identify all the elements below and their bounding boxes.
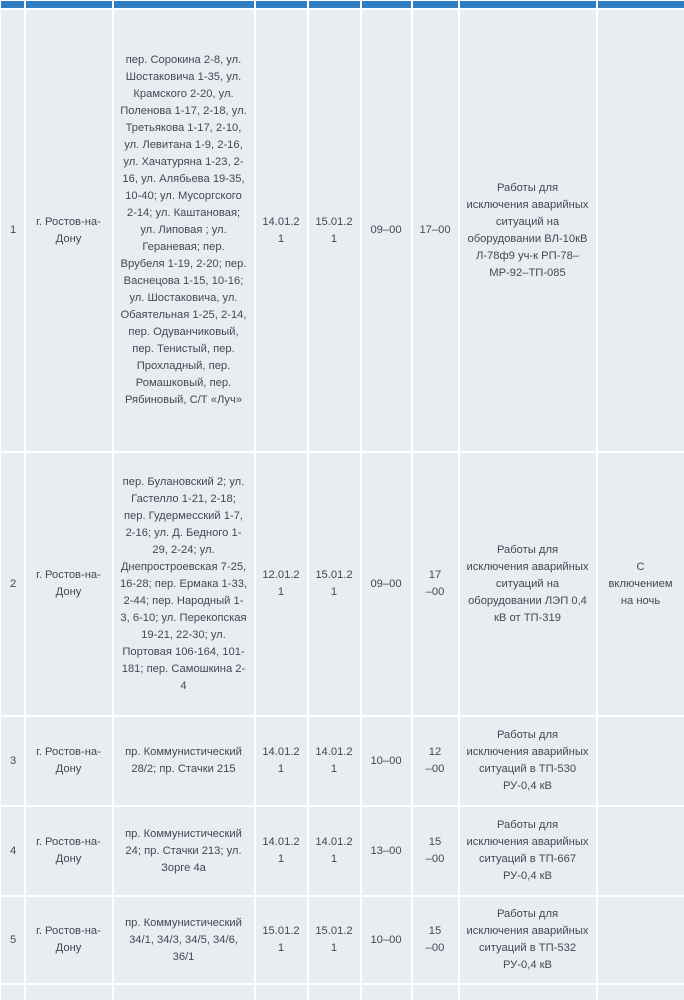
header-cell [113, 1, 255, 10]
address-cell: пр. Коммунистический 24; пр. Стачки 213; ул. Зорге 4а [113, 806, 255, 896]
empty-cell [361, 984, 412, 1000]
date-start-cell: 15.01.21 [255, 896, 308, 984]
date-start-cell: 14.01.21 [255, 9, 308, 452]
empty-cell [459, 984, 597, 1000]
row-number: 4 [1, 806, 25, 896]
reason-cell: Работы для исключения аварийных ситуаций на оборудовании ВЛ-10кВ Л-78ф9 уч-к РП-78–МР-92–ТП-085 [459, 9, 597, 452]
address-cell: пер. Булановский 2; ул. Гастелло 1-21, 2-18; пер. Гудермесский 1-7, 2-16; ул. Д. Бедного 1-29, 2-24; ул. Днепростроевская 7-25, 16-28; пер. Ермака 1-33, 2-44; пер. Народный 1-3, 6-10; ул. Перекопская 19-21, 22-30; ул. Портовая 106-164, 101-181; пер. Самошкина 2-4 [113, 452, 255, 716]
time-end-cell: 15 –00 [412, 896, 459, 984]
time-start-cell: 13–00 [361, 806, 412, 896]
note-cell: С включением на ночь [597, 452, 684, 716]
header-cell [255, 1, 308, 10]
header-cell [308, 1, 361, 10]
row-number: 1 [1, 9, 25, 452]
table-row [1, 896, 684, 984]
table-row [1, 806, 684, 896]
note-cell [597, 716, 684, 806]
date-end-cell: 14.01.21 [308, 716, 361, 806]
time-end-cell: 17 –00 [412, 452, 459, 716]
city-cell: г. Ростов-на-Дону [25, 452, 113, 716]
reason-cell: Работы для исключения аварийных ситуаций в ТП-530 РУ-0,4 кВ [459, 716, 597, 806]
city-cell: г. Ростов-на-Дону [25, 716, 113, 806]
header-cell [597, 1, 684, 10]
header-cell [412, 1, 459, 10]
table-row [1, 452, 684, 716]
date-start-cell: 12.01.21 [255, 452, 308, 716]
header-cell [459, 1, 597, 10]
note-cell [597, 9, 684, 452]
time-start-cell: 10–00 [361, 896, 412, 984]
header-cell [25, 1, 113, 10]
date-start-cell: 14.01.21 [255, 716, 308, 806]
date-start-cell: 14.01.21 [255, 806, 308, 896]
empty-cell [25, 984, 113, 1000]
row-number: 3 [1, 716, 25, 806]
note-cell [597, 806, 684, 896]
empty-cell [308, 984, 361, 1000]
row-number: 2 [1, 452, 25, 716]
empty-cell [412, 984, 459, 1000]
date-end-cell: 15.01.21 [308, 896, 361, 984]
time-start-cell: 09–00 [361, 452, 412, 716]
table-row-partial [1, 984, 684, 1000]
reason-cell: Работы для исключения аварийных ситуаций в ТП-532 РУ-0,4 кВ [459, 896, 597, 984]
time-start-cell: 09–00 [361, 9, 412, 452]
empty-cell [1, 984, 25, 1000]
header-cell [361, 1, 412, 10]
row-number: 5 [1, 896, 25, 984]
reason-cell: Работы для исключения аварийных ситуаций в ТП-667 РУ-0,4 кВ [459, 806, 597, 896]
address-cell: пр. Коммунистический 28/2; пр. Стачки 215 [113, 716, 255, 806]
time-end-cell: 12 –00 [412, 716, 459, 806]
table-header-strip [1, 1, 684, 10]
table-row [1, 9, 684, 452]
empty-cell [113, 984, 255, 1000]
date-end-cell: 15.01.21 [308, 452, 361, 716]
table-row [1, 716, 684, 806]
reason-cell: Работы для исключения аварийных ситуаций на оборудовании ЛЭП 0,4 кВ от ТП-319 [459, 452, 597, 716]
address-cell: пер. Сорокина 2-8, ул. Шостаковича 1-35, ул. Крамского 2-20, ул. Поленова 1-17, 2-18, ул. Третьякова 1-17, 2-10, ул. Левитана 1-9, 2-16, ул. Хачатуряна 1-23, 2-16, ул. Алябьева 19-35, 10-40; ул. Мусоргского 2-14; ул. Каштановая; ул. Липовая ; ул. Гераневая; пер. Врубеля 1-19, 2-20; пер. Васнецова 1-15, 10-16; ул. Шостаковича, ул. Обаятельная 1-25, 2-14, пер. Одуванчиковый, пер. Тенистый, пер. Прохладный, пер. Ромашковый, пер. Рябиновый, С/Т «Луч» [113, 9, 255, 452]
header-cell [1, 1, 25, 10]
date-end-cell: 15.01.21 [308, 9, 361, 452]
time-end-cell: 17–00 [412, 9, 459, 452]
city-cell: г. Ростов-на-Дону [25, 806, 113, 896]
city-cell: г. Ростов-на-Дону [25, 896, 113, 984]
time-start-cell: 10–00 [361, 716, 412, 806]
time-end-cell: 15 –00 [412, 806, 459, 896]
empty-cell [597, 984, 684, 1000]
note-cell [597, 896, 684, 984]
address-cell: пр. Коммунистический 34/1, 34/3, 34/5, 34/6, 36/1 [113, 896, 255, 984]
date-end-cell: 14.01.21 [308, 806, 361, 896]
city-cell: г. Ростов-на-Дону [25, 9, 113, 452]
empty-cell [255, 984, 308, 1000]
